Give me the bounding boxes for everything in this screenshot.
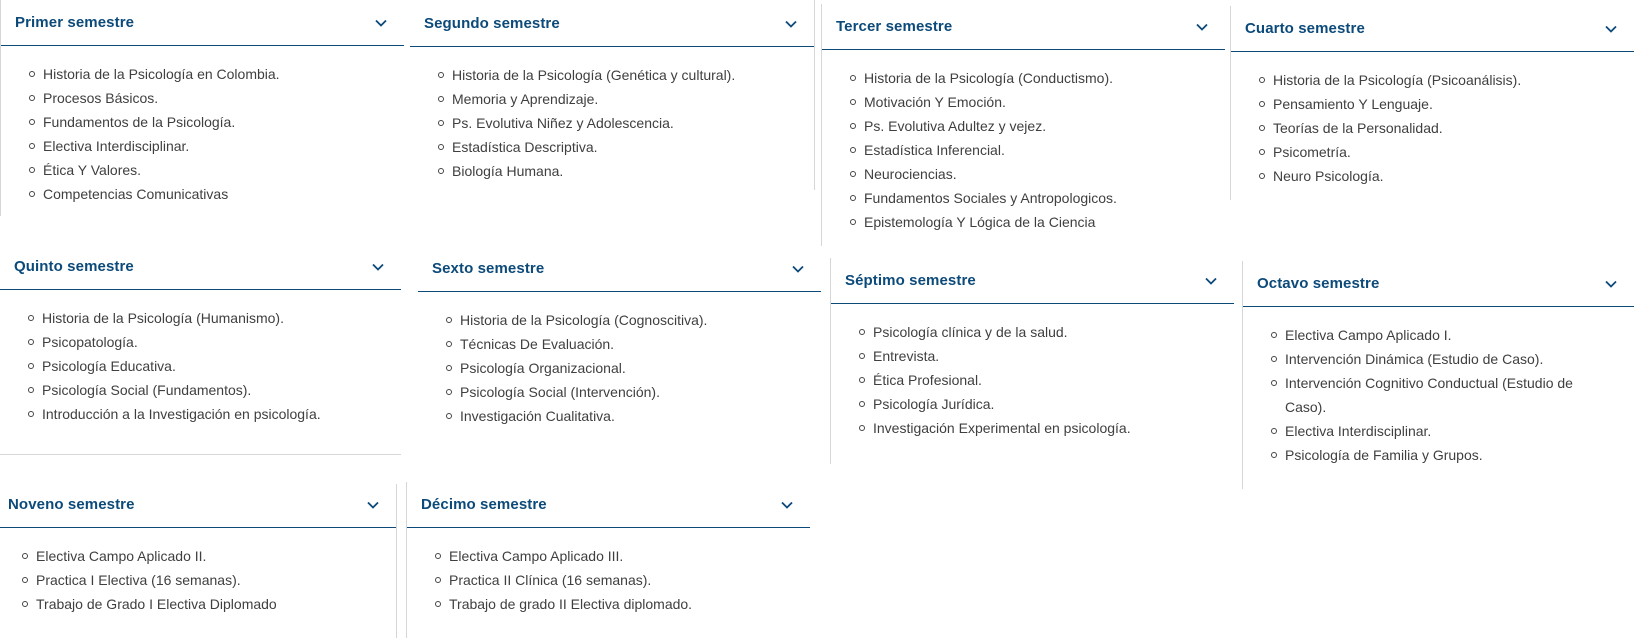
semester-panel-10: [406, 482, 810, 638]
semester-panel-4: [1230, 6, 1634, 200]
chevron-down-icon[interactable]: [1602, 275, 1620, 293]
list-item: Motivación Y Emoción.: [838, 90, 1209, 114]
semester-panel-7: [830, 258, 1234, 464]
course-list: [10, 544, 380, 616]
list-item: Psicología Jurídica.: [847, 392, 1218, 416]
semester-panel-6: [418, 246, 821, 446]
chevron-down-icon[interactable]: [1202, 272, 1220, 290]
list-item: Estadística Inferencial.: [838, 138, 1209, 162]
list-item: Ética Y Valores.: [17, 158, 388, 182]
list-item: Psicología Social (Fundamentos).: [16, 378, 385, 402]
chevron-down-icon[interactable]: [1193, 18, 1211, 36]
panel-divider: [814, 0, 815, 190]
course-list: [423, 544, 794, 616]
list-item: Trabajo de Grado I Electiva Diplomado: [10, 592, 380, 616]
semester-body-2: [410, 47, 814, 191]
list-item: Psicología Organizacional.: [434, 356, 805, 380]
semester-body-3: [822, 50, 1225, 242]
list-item: Psicología Social (Intervención).: [434, 380, 805, 404]
semester-title: Décimo semestre: [421, 496, 547, 513]
list-item: Teorías de la Personalidad.: [1247, 116, 1618, 140]
list-item: Introducción a la Investigación en psicología.: [16, 402, 385, 426]
course-list: [1247, 68, 1618, 188]
list-item: Ética Profesional.: [847, 368, 1218, 392]
list-item: Electiva Campo Aplicado I.: [1259, 323, 1618, 347]
semester-body-8: [1243, 307, 1634, 475]
list-item: Psicología de Familia y Grupos.: [1259, 443, 1618, 467]
list-item: Electiva Campo Aplicado II.: [10, 544, 380, 568]
semester-header-9[interactable]: [0, 482, 396, 528]
course-list: [838, 66, 1209, 234]
list-item: Intervención Dinámica (Estudio de Caso).: [1259, 347, 1618, 371]
chevron-down-icon[interactable]: [778, 496, 796, 514]
semester-title: Cuarto semestre: [1245, 20, 1365, 37]
semester-panel-3: [821, 4, 1225, 246]
list-item: Trabajo de grado II Electiva diplomado.: [423, 592, 794, 616]
semester-title: Noveno semestre: [8, 496, 135, 513]
list-item: Historia de la Psicología (Conductismo).: [838, 66, 1209, 90]
list-item: Historia de la Psicología (Humanismo).: [16, 306, 385, 330]
chevron-down-icon[interactable]: [789, 260, 807, 278]
semester-body-5: [0, 290, 401, 434]
list-item: Memoria y Aprendizaje.: [426, 87, 798, 111]
list-item: Intervención Cognitivo Conductual (Estudio de Caso).: [1259, 371, 1618, 419]
panel-divider: [0, 454, 401, 455]
semester-header-3[interactable]: [822, 4, 1225, 50]
semester-header-7[interactable]: [831, 258, 1234, 304]
semester-header-5[interactable]: [0, 244, 401, 290]
list-item: Psicología clínica y de la salud.: [847, 320, 1218, 344]
semester-panel-5: [0, 244, 401, 456]
course-list: [1259, 323, 1618, 467]
list-item: Neuro Psicología.: [1247, 164, 1618, 188]
list-item: Psicología Educativa.: [16, 354, 385, 378]
semester-panel-1: [0, 0, 404, 216]
list-item: Técnicas De Evaluación.: [434, 332, 805, 356]
semester-header-2[interactable]: [410, 1, 814, 47]
semester-header-8[interactable]: [1243, 261, 1634, 307]
list-item: Pensamiento Y Lenguaje.: [1247, 92, 1618, 116]
list-item: Neurociencias.: [838, 162, 1209, 186]
list-item: Entrevista.: [847, 344, 1218, 368]
list-item: Electiva Interdisciplinar.: [1259, 419, 1618, 443]
course-list: [847, 320, 1218, 440]
list-item: Competencias Comunicativas: [17, 182, 388, 206]
list-item: Investigación Cualitativa.: [434, 404, 805, 428]
list-item: Practica I Electiva (16 semanas).: [10, 568, 380, 592]
list-item: Historia de la Psicología en Colombia.: [17, 62, 388, 86]
semester-body-9: [0, 528, 396, 624]
chevron-down-icon[interactable]: [1602, 20, 1620, 38]
semester-title: Quinto semestre: [14, 258, 134, 275]
list-item: Electiva Campo Aplicado III.: [423, 544, 794, 568]
semester-header-6[interactable]: [418, 246, 821, 292]
list-item: Electiva Interdisciplinar.: [17, 134, 388, 158]
chevron-down-icon[interactable]: [364, 496, 382, 514]
semester-header-1[interactable]: [1, 0, 404, 46]
semester-title: Segundo semestre: [424, 15, 560, 32]
course-list: [434, 308, 805, 428]
list-item: Historia de la Psicología (Cognoscitiva).: [434, 308, 805, 332]
course-list: [17, 62, 388, 206]
list-item: Psicometría.: [1247, 140, 1618, 164]
list-item: Ps. Evolutiva Adultez y vejez.: [838, 114, 1209, 138]
chevron-down-icon[interactable]: [372, 14, 390, 32]
semester-title: Octavo semestre: [1257, 275, 1380, 292]
list-item: Practica II Clínica (16 semanas).: [423, 568, 794, 592]
semester-body-4: [1231, 52, 1634, 196]
semester-body-7: [831, 304, 1234, 448]
semester-body-1: [1, 46, 404, 214]
panel-divider: [396, 484, 397, 638]
list-item: Fundamentos de la Psicología.: [17, 110, 388, 134]
semester-header-4[interactable]: [1231, 6, 1634, 52]
list-item: Biología Humana.: [426, 159, 798, 183]
list-item: Psicopatología.: [16, 330, 385, 354]
course-list: [16, 306, 385, 426]
course-list: [426, 63, 798, 183]
list-item: Estadística Descriptiva.: [426, 135, 798, 159]
list-item: Investigación Experimental en psicología.: [847, 416, 1218, 440]
semester-title: Primer semestre: [15, 14, 135, 31]
list-item: Historia de la Psicología (Genética y cultural).: [426, 63, 798, 87]
list-item: Historia de la Psicología (Psicoanálisis).: [1247, 68, 1618, 92]
list-item: Epistemología Y Lógica de la Ciencia: [838, 210, 1209, 234]
semester-title: Tercer semestre: [836, 18, 953, 35]
semester-body-6: [418, 292, 821, 436]
semester-body-10: [407, 528, 810, 624]
list-item: Procesos Básicos.: [17, 86, 388, 110]
semester-title: Sexto semestre: [432, 260, 545, 277]
chevron-down-icon[interactable]: [369, 258, 387, 276]
semester-panel-8: [1242, 261, 1634, 489]
semester-panel-2: [410, 1, 814, 191]
list-item: Ps. Evolutiva Niñez y Adolescencia.: [426, 111, 798, 135]
semester-panel-9: [0, 482, 396, 638]
list-item: Fundamentos Sociales y Antropologicos.: [838, 186, 1209, 210]
semester-title: Séptimo semestre: [845, 272, 976, 289]
semester-header-10[interactable]: [407, 482, 810, 528]
chevron-down-icon[interactable]: [782, 15, 800, 33]
